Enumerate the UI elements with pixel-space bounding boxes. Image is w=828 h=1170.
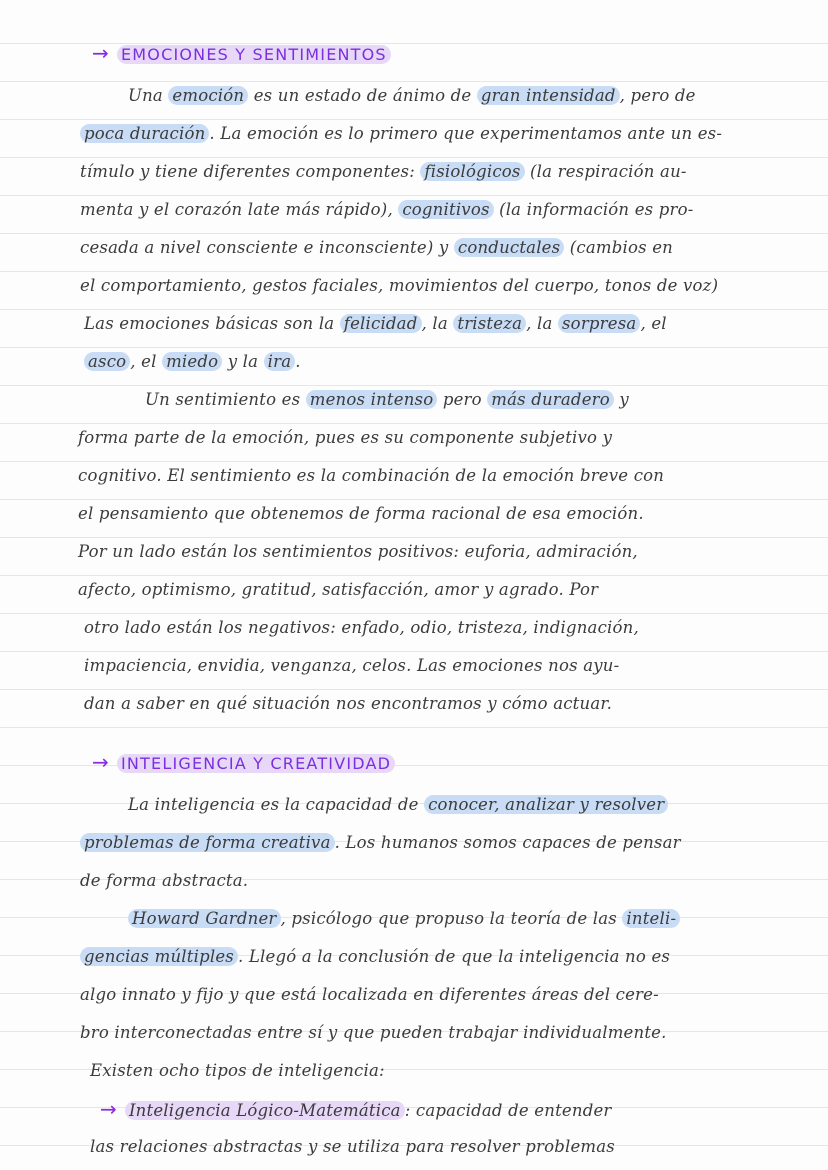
highlighted-term: miedo — [162, 352, 222, 371]
note-line — [84, 647, 828, 685]
note-line — [80, 1014, 828, 1052]
note-line — [80, 824, 828, 862]
highlighted-term: felicidad — [340, 314, 422, 333]
note-line — [78, 457, 828, 495]
note-line — [78, 533, 828, 571]
text-fragment: tímulo y tiene diferentes componentes: — [80, 162, 421, 181]
text-fragment: es un estado de ánimo de — [248, 86, 477, 105]
section-heading-emociones — [92, 34, 828, 72]
note-line — [78, 419, 828, 457]
highlighted-term: ira — [264, 352, 296, 371]
highlighted-term: menos intenso — [306, 390, 438, 409]
section-heading-inteligencia — [92, 743, 828, 781]
highlighted-term: sorpresa — [558, 314, 640, 333]
text-fragment: Existen ocho tipos de inteligencia: — [90, 1061, 385, 1080]
note-line — [84, 609, 828, 647]
note-line — [80, 862, 828, 900]
note-line — [128, 900, 828, 938]
text-fragment: las relaciones abstractas y se utiliza para resolver problemas — [90, 1137, 615, 1156]
text-fragment: otro lado están los negativos: enfado, odio, tristeza, indignación, — [84, 618, 639, 637]
text-fragment: y — [613, 390, 629, 409]
note-line — [100, 1090, 828, 1128]
text-fragment: cognitivo. El sentimiento es la combinación de la emoción breve con — [78, 466, 665, 485]
text-fragment: . La emoción es lo primero que experimentamos ante un es- — [209, 124, 723, 143]
highlighted-term: inteli- — [622, 909, 680, 928]
text-fragment: menta y el corazón late más rápido), — [80, 200, 399, 219]
highlighted-term: poca duración — [80, 124, 209, 143]
arrow-icon: → — [100, 1097, 117, 1121]
text-fragment: , la — [526, 314, 559, 333]
note-line — [80, 938, 828, 976]
highlighted-term: gencias múltiples — [80, 947, 238, 966]
highlighted-subheading: Inteligencia Lógico-Matemática — [125, 1101, 405, 1120]
text-fragment: bro interconectadas entre sí y que pueden trabajar individualmente. — [80, 1023, 667, 1042]
text-fragment: . — [295, 352, 301, 371]
highlighted-term: fisiológicos — [420, 162, 524, 181]
highlighted-term: asco — [84, 352, 130, 371]
note-line — [78, 495, 828, 533]
text-fragment: impaciencia, envidia, venganza, celos. Las emociones nos ayu- — [84, 656, 620, 675]
text-fragment: (cambios en — [564, 238, 674, 257]
note-line — [128, 77, 828, 115]
text-fragment: forma parte de la emoción, pues es su componente subjetivo y — [78, 428, 613, 447]
text-fragment: : capacidad de entender — [404, 1101, 612, 1120]
highlighted-term: cognitivos — [398, 200, 493, 219]
heading-text: EMOCIONES Y SENTIMIENTOS — [117, 45, 391, 64]
arrow-icon: → — [92, 750, 109, 774]
highlighted-term: emoción — [168, 86, 248, 105]
arrow-icon: → — [92, 41, 109, 65]
text-fragment: dan a saber en qué situación nos encontramos y cómo actuar. — [84, 694, 613, 713]
note-line — [80, 976, 828, 1014]
text-fragment: afecto, optimismo, gratitud, satisfacción, amor y agrado. Por — [78, 580, 599, 599]
heading-text: INTELIGENCIA Y CREATIVIDAD — [117, 754, 395, 773]
note-line — [80, 191, 828, 229]
text-fragment: Por un lado están los sentimientos positivos: euforia, admiración, — [78, 542, 638, 561]
text-fragment: cesada a nivel consciente e inconsciente) y — [80, 238, 454, 257]
text-fragment: Las emociones básicas son la — [84, 314, 340, 333]
text-fragment: . Llegó a la conclusión de que la inteligencia no es — [237, 947, 671, 966]
highlighted-term: conocer, analizar y resolver — [424, 795, 668, 814]
text-fragment: el comportamiento, gestos faciales, movimientos del cuerpo, tonos de voz) — [80, 276, 719, 295]
note-line — [90, 1128, 828, 1166]
text-fragment: de forma abstracta. — [80, 871, 249, 890]
text-fragment: y la — [222, 352, 264, 371]
text-fragment: , psicólogo que propuso la teoría de las — [280, 909, 623, 928]
text-fragment: Una — [128, 86, 169, 105]
highlighted-term: gran intensidad — [477, 86, 620, 105]
highlighted-term: más duradero — [487, 390, 614, 409]
text-fragment: (la información es pro- — [493, 200, 694, 219]
text-fragment: . Los humanos somos capaces de pensar — [334, 833, 681, 852]
text-fragment: , el — [130, 352, 163, 371]
note-line — [84, 305, 828, 343]
text-fragment: La inteligencia es la capacidad de — [128, 795, 425, 814]
highlighted-term: problemas de forma creativa — [80, 833, 335, 852]
note-line — [80, 115, 828, 153]
note-line — [78, 571, 828, 609]
text-fragment: el pensamiento que obtenemos de forma racional de esa emoción. — [78, 504, 644, 523]
note-line — [80, 229, 828, 267]
text-fragment: , pero de — [619, 86, 696, 105]
text-fragment: algo innato y fijo y que está localizada en diferentes áreas del cere- — [80, 985, 659, 1004]
note-line — [80, 153, 828, 191]
note-line — [84, 685, 828, 723]
text-fragment: pero — [437, 390, 488, 409]
highlighted-term: tristeza — [453, 314, 526, 333]
text-fragment: Un sentimiento es — [145, 390, 306, 409]
note-line — [128, 786, 828, 824]
note-line — [145, 381, 828, 419]
note-line — [80, 267, 828, 305]
highlighted-term: conductales — [454, 238, 564, 257]
text-fragment: , el — [640, 314, 667, 333]
highlighted-term: Howard Gardner — [128, 909, 281, 928]
note-line — [90, 1052, 828, 1090]
text-fragment: (la respiración au- — [524, 162, 687, 181]
text-fragment: , la — [421, 314, 454, 333]
note-line — [84, 343, 828, 381]
